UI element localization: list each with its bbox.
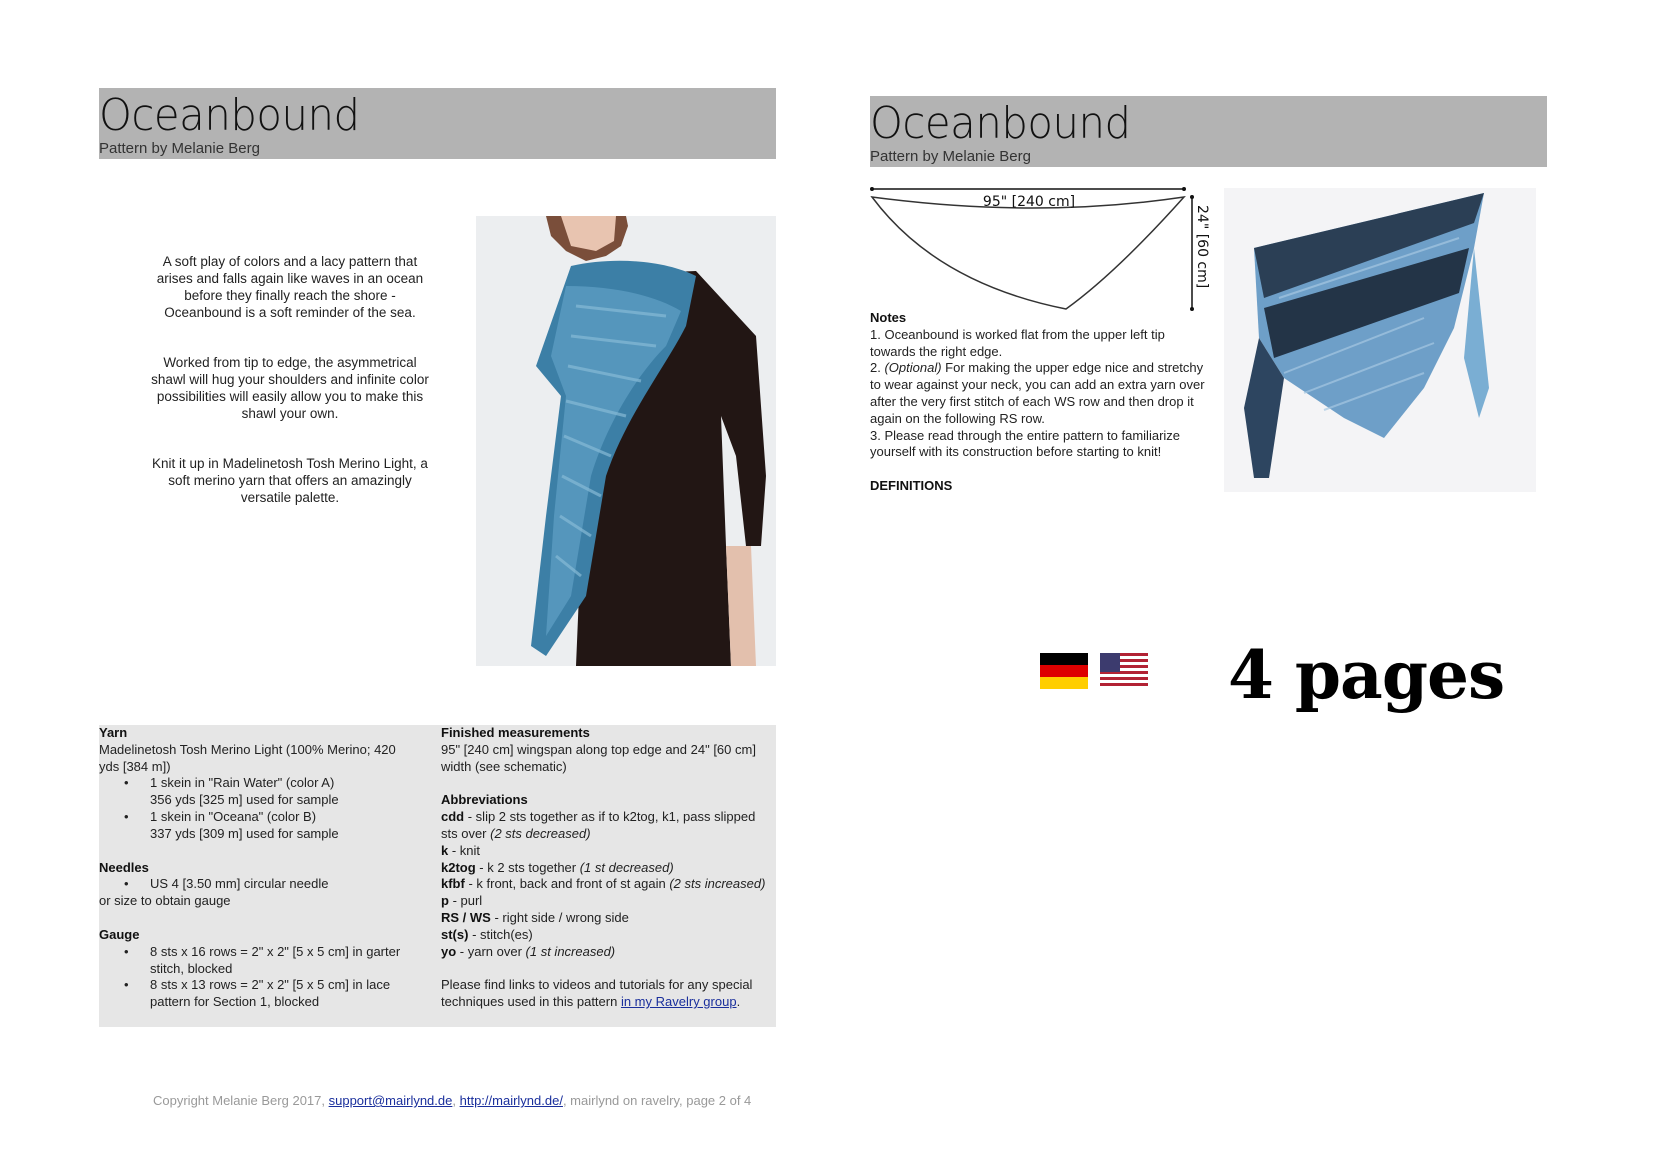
note-2-text: For making the upper edge nice and stretchy to wear against your neck, you can add an extra yarn over after the very first stitch of each WS row and then drop it again on the following RS row. (870, 360, 1205, 426)
left-page-title: Oceanbound (99, 90, 360, 141)
abbreviation-term: yo (441, 943, 457, 959)
schematic-height-label: 24" [60 cm] (1194, 205, 1210, 289)
note-3: 3. Please read through the entire pattern to familiarize yourself with its construction before starting to knit! (870, 427, 1181, 460)
abbreviation-item (441, 927, 771, 944)
abbreviation-item (441, 876, 771, 893)
definitions-heading: DEFINITIONS (870, 478, 953, 493)
notes-section (870, 310, 1206, 461)
gauge-heading: Gauge (99, 926, 140, 942)
page-count-label: 4 pages (1228, 636, 1505, 714)
schematic-dot (1190, 195, 1194, 199)
note-2-number: 2. (870, 360, 885, 376)
abbreviation-item (441, 944, 771, 961)
needles-note: or size to obtain gauge (99, 893, 231, 909)
footer-page-info: , mairlynd on ravelry, page 2 of 4 (562, 1093, 752, 1108)
needles-list (99, 876, 409, 893)
abbreviation-term: k2tog (441, 859, 476, 875)
finished-measurements-text: 95" [240 cm] wingspan along top edge and 24" [60 cm] width (see schematic) (441, 741, 756, 774)
footer-separator: , (452, 1093, 460, 1108)
abbreviation-desc: - yarn over (456, 943, 526, 959)
shawl-photo (1224, 188, 1536, 492)
abbreviation-item (441, 910, 771, 927)
yarn-item-line: • 1 skein in "Oceana" (color B) (150, 808, 317, 824)
abbreviation-term: cdd (441, 809, 465, 825)
abbreviation-desc: - purl (448, 893, 483, 909)
right-page-title: Oceanbound (870, 98, 1131, 149)
note-1: 1. Oceanbound is worked flat from the upper left tip towards the right edge. (870, 326, 1165, 359)
german-flag-icon (1040, 653, 1088, 689)
abbreviation-term: st(s) (441, 926, 469, 942)
tutorial-links-text: Please find links to videos and tutorials for any special techniques used in this pattern (441, 977, 753, 1010)
abbreviation-item (441, 893, 771, 910)
shawl-schematic (866, 183, 1216, 313)
intro-text (145, 253, 435, 539)
language-flags (1040, 651, 1160, 691)
shawl-flat-illustration (1224, 188, 1536, 492)
intro-paragraph-2: Worked from tip to edge, the asymmetrical shawl will hug your shoulders and infinite color possibilities will easily allow you to make this shawl your own. (151, 355, 429, 421)
notes-heading: Notes (870, 310, 907, 325)
intro-paragraph-3: Knit it up in Madelinetosh Tosh Merino Light, a soft merino yarn that offers an amazingly versatile palette. (152, 456, 428, 505)
gauge-item: • 8 sts x 16 rows = 2" x 2" [5 x 5 cm] in garter stitch, blocked (99, 944, 409, 978)
abbreviation-desc: - k front, back and front of st again (464, 876, 670, 892)
intro-paragraph-1: A soft play of colors and a lacy pattern that arises and falls again like waves in an ocean before they finally reach the shore - Oceanbound is a soft reminder of the sea. (156, 254, 424, 320)
abbreviation-note: (2 sts increased) (669, 876, 766, 892)
right-page-subtitle: Pattern by Melanie Berg (870, 148, 1031, 165)
abbreviation-term: p (441, 893, 449, 909)
abbreviation-term: kfbf (441, 876, 465, 892)
abbreviation-desc: - slip 2 sts together as if to k2tog, k1, pass slipped sts over (441, 809, 756, 841)
model-shawl-photo (476, 216, 776, 666)
gauge-list (99, 944, 409, 1011)
abbreviations-heading: Abbreviations (441, 792, 528, 808)
model-shawl-illustration (476, 216, 776, 666)
abbreviation-note: (2 sts decreased) (490, 825, 591, 841)
abbreviation-desc: - k 2 sts together (475, 859, 580, 875)
yarn-item (99, 809, 409, 843)
note-2 (870, 360, 1206, 427)
abbreviation-note: (1 st increased) (525, 943, 616, 959)
yarn-item-line: 337 yds [309 m] used for sample (150, 825, 339, 841)
footer-copyright: Copyright Melanie Berg 2017, (153, 1093, 329, 1108)
yarn-item-line: 356 yds [325 m] used for sample (150, 792, 339, 808)
abbreviation-desc: - right side / wrong side (490, 909, 629, 925)
left-title-band (99, 88, 776, 159)
abbreviation-note: (1 st decreased) (579, 859, 674, 875)
yarn-item (99, 775, 409, 809)
note-2-optional: (Optional) (884, 360, 942, 376)
right-title-band (870, 96, 1547, 167)
schematic-width-label: 95" [240 cm] (982, 194, 1076, 210)
info-column-left (99, 725, 409, 1011)
abbreviation-desc: - knit (448, 842, 481, 858)
schematic-dot (1182, 187, 1186, 191)
us-flag-icon (1100, 653, 1148, 689)
gauge-item: • 8 sts x 13 rows = 2" x 2" [5 x 5 cm] in lace pattern for Section 1, blocked (99, 977, 409, 1011)
tutorial-links-end: . (736, 994, 741, 1010)
yarn-heading: Yarn (99, 725, 128, 740)
schematic-shawl-outline (872, 197, 1184, 309)
support-email-link[interactable]: support@mairlynd.de (328, 1093, 453, 1108)
copyright-footer (153, 1093, 751, 1108)
abbreviation-desc: - stitch(es) (468, 926, 533, 942)
finished-measurements-heading: Finished measurements (441, 725, 590, 740)
yarn-item-line: • 1 skein in "Rain Water" (color A) (150, 775, 335, 791)
needles-heading: Needles (99, 859, 149, 875)
tutorial-links-note (441, 977, 771, 1011)
info-column-right (441, 725, 771, 1011)
abbreviation-item (441, 860, 771, 877)
abbreviation-item (441, 843, 771, 860)
abbreviation-term: RS / WS (441, 909, 491, 925)
yarn-description: Madelinetosh Tosh Merino Light (100% Merino; 420 yds [384 m]) (99, 741, 396, 774)
yarn-list (99, 775, 409, 842)
website-link[interactable]: http://mairlynd.de/ (459, 1093, 563, 1108)
left-page-subtitle: Pattern by Melanie Berg (99, 140, 260, 157)
abbreviation-item (441, 809, 771, 843)
pattern-info-box (99, 725, 776, 1027)
schematic-dot (870, 187, 874, 191)
abbreviation-term: k (441, 842, 449, 858)
needle-item: • US 4 [3.50 mm] circular needle (99, 876, 409, 893)
ravelry-group-link[interactable]: in my Ravelry group (620, 994, 737, 1010)
